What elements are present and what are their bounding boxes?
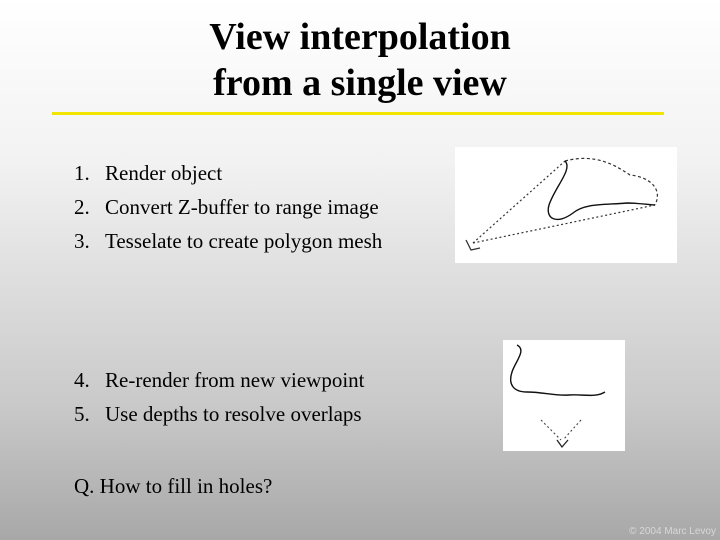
step-number: 3. <box>74 229 90 253</box>
list-item <box>74 400 365 434</box>
step-text: Tesselate to create polygon mesh <box>105 229 383 253</box>
copyright-notice: © 2004 Marc Levoy <box>629 526 716 537</box>
step-number: 5. <box>74 402 90 426</box>
steps-list-render <box>74 159 382 261</box>
step-text: Convert Z-buffer to range image <box>105 195 379 219</box>
title-line-2: from a single view <box>213 62 507 104</box>
title-divider <box>52 112 664 115</box>
step-text: Use depths to resolve overlaps <box>105 402 362 426</box>
list-item <box>74 366 365 400</box>
title-line-1: View interpolation <box>209 16 511 58</box>
step-text: Re-render from new viewpoint <box>105 368 365 392</box>
figure-new-viewpoint <box>503 340 625 451</box>
steps-list-rerender <box>74 366 365 434</box>
new-viewpoint-drawing <box>503 340 625 451</box>
original-view-drawing <box>455 147 677 263</box>
list-item <box>74 227 382 261</box>
question-text: Q. How to fill in holes? <box>74 474 273 498</box>
slide-title <box>0 14 720 106</box>
list-item <box>74 159 382 193</box>
step-number: 4. <box>74 368 90 392</box>
step-number: 1. <box>74 161 90 185</box>
figure-original-view <box>455 147 677 263</box>
list-item <box>74 193 382 227</box>
step-number: 2. <box>74 195 90 219</box>
step-text: Render object <box>105 161 223 185</box>
